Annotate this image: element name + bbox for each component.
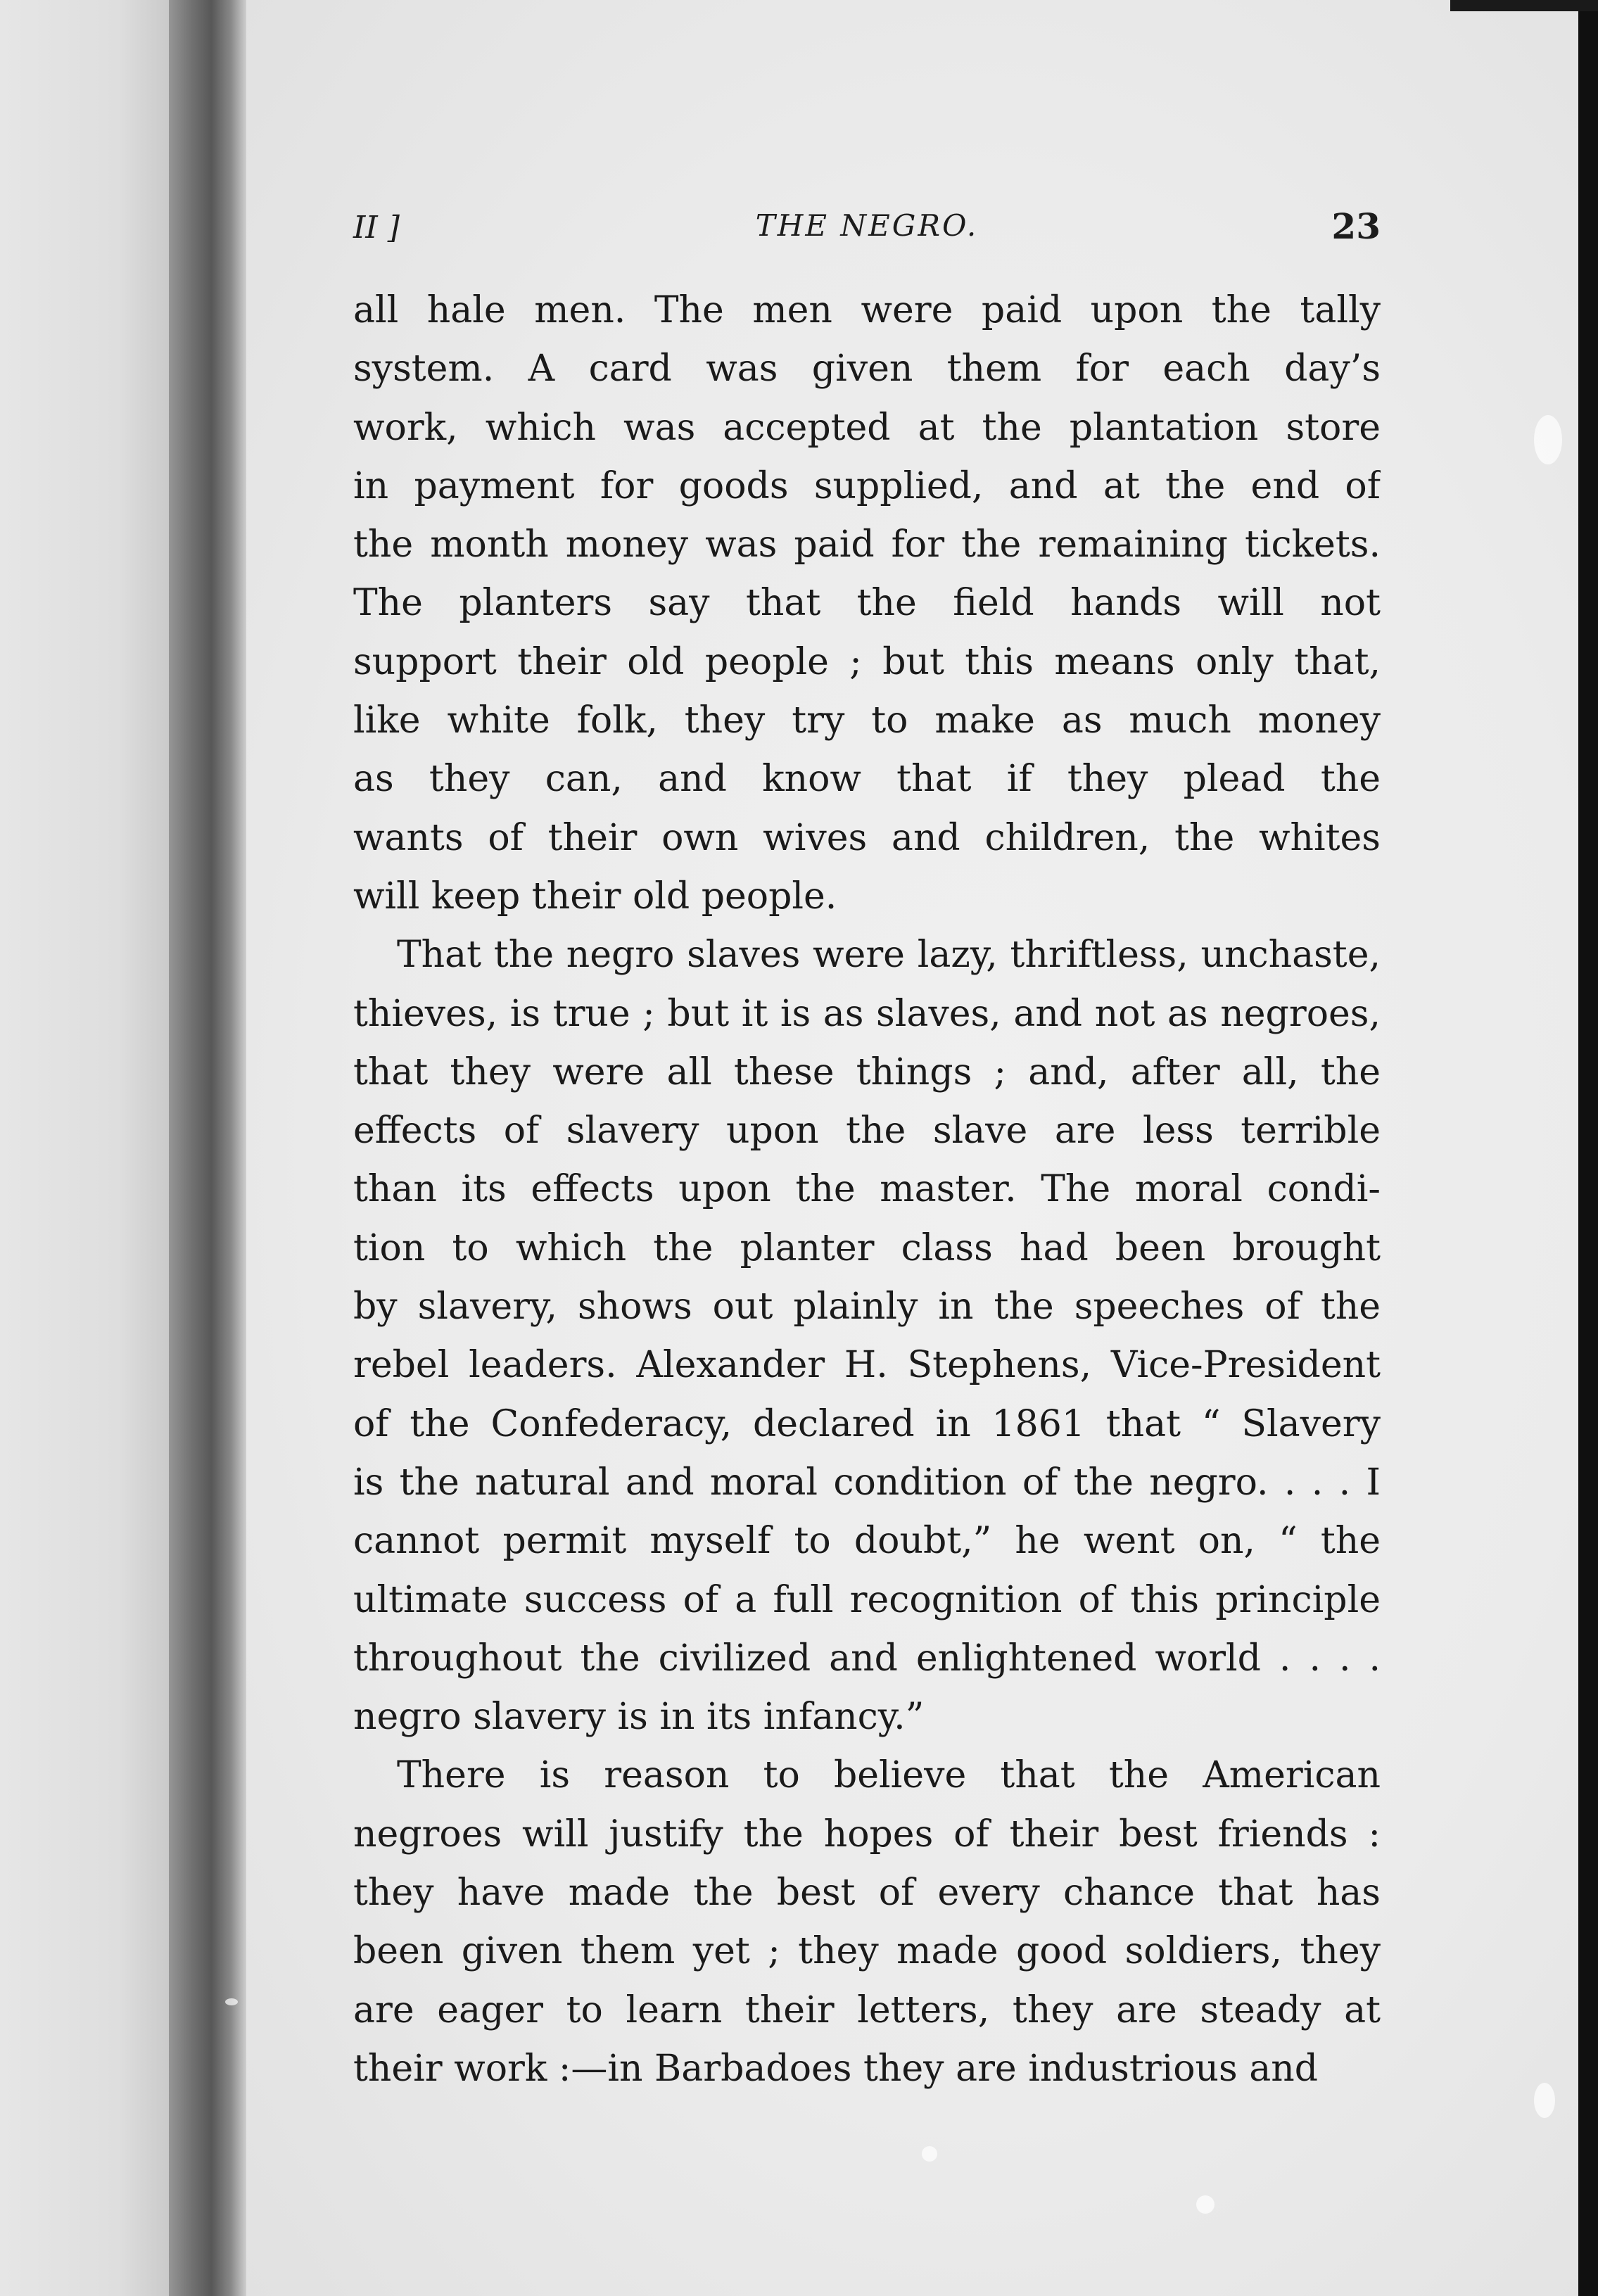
dust-speck <box>1196 2195 1215 2214</box>
text-line: cannot permit myself to doubt,” he went on, “ the <box>353 1520 1381 1563</box>
text-line: negroes will justify the hopes of their best friends : <box>353 1813 1381 1856</box>
running-title: THE NEGRO. <box>755 208 979 243</box>
book-gutter-shadow <box>169 0 246 2296</box>
facing-page-margin <box>0 0 169 2296</box>
paragraph <box>353 281 1381 926</box>
scan-top-edge <box>1450 0 1598 11</box>
text-line: their work :—in Barbadoes they are industrious and <box>353 2047 1318 2090</box>
dust-speck <box>1534 2083 1555 2118</box>
text-line: they have made the best of every chance that has <box>353 1872 1381 1915</box>
text-line: tion to which the planter class had been brought <box>353 1226 1381 1269</box>
paragraph <box>353 926 1381 1746</box>
chapter-marker: II ] <box>353 210 400 246</box>
text-line: rebel leaders. Alexander H. Stephens, Vice-President <box>353 1344 1381 1387</box>
running-header <box>353 205 1381 255</box>
text-line: that they were all these things ; and, after all, the <box>353 1051 1381 1093</box>
dust-speck <box>1534 415 1562 464</box>
text-line: effects of slavery upon the slave are less terrible <box>353 1110 1381 1153</box>
text-line: like white folk, they try to make as much money <box>353 699 1381 742</box>
text-line: than its effects upon the master. The moral condi- <box>353 1168 1381 1211</box>
text-line: work, which was accepted at the plantation store <box>353 406 1381 449</box>
text-line: system. A card was given them for each day’s <box>353 348 1381 391</box>
text-line: will keep their old people. <box>353 875 837 918</box>
text-line: all hale men. The men were paid upon the tally <box>353 289 1381 331</box>
page-number: 23 <box>1331 205 1381 247</box>
text-line: the month money was paid for the remaining tickets. <box>353 524 1381 566</box>
dust-speck <box>922 2146 937 2162</box>
text-line: as they can, and know that if they plead the <box>353 758 1381 801</box>
text-line: There is reason to believe that the American <box>397 1754 1381 1797</box>
text-line: ultimate success of a full recognition of this principle <box>353 1578 1381 1621</box>
text-line: throughout the civilized and enlightened world . . . . <box>353 1637 1381 1680</box>
paragraph <box>353 1746 1381 2098</box>
body-text <box>353 281 1381 2098</box>
text-line: The planters say that the field hands will not <box>353 582 1381 625</box>
text-line: support their old people ; but this means only that, <box>353 640 1381 683</box>
text-line: negro slavery is in its infancy.” <box>353 1696 925 1739</box>
text-line: That the negro slaves were lazy, thriftless, unchaste, <box>397 934 1381 977</box>
text-line: is the natural and moral condition of the negro. . . . I <box>353 1461 1381 1504</box>
text-line: are eager to learn their letters, they are steady at <box>353 1989 1381 2031</box>
text-line: by slavery, shows out plainly in the speeches of the <box>353 1286 1381 1328</box>
text-line: been given them yet ; they made good soldiers, they <box>353 1930 1381 1973</box>
text-line: wants of their own wives and children, the whites <box>353 816 1381 859</box>
text-line: of the Confederacy, declared in 1861 that “ Slavery <box>353 1402 1381 1445</box>
scan-right-edge <box>1578 0 1598 2296</box>
dust-speck <box>225 1998 238 2005</box>
text-line: in payment for goods supplied, and at the end of <box>353 464 1381 507</box>
text-line: thieves, is true ; but it is as slaves, and not as negroes, <box>353 992 1381 1035</box>
